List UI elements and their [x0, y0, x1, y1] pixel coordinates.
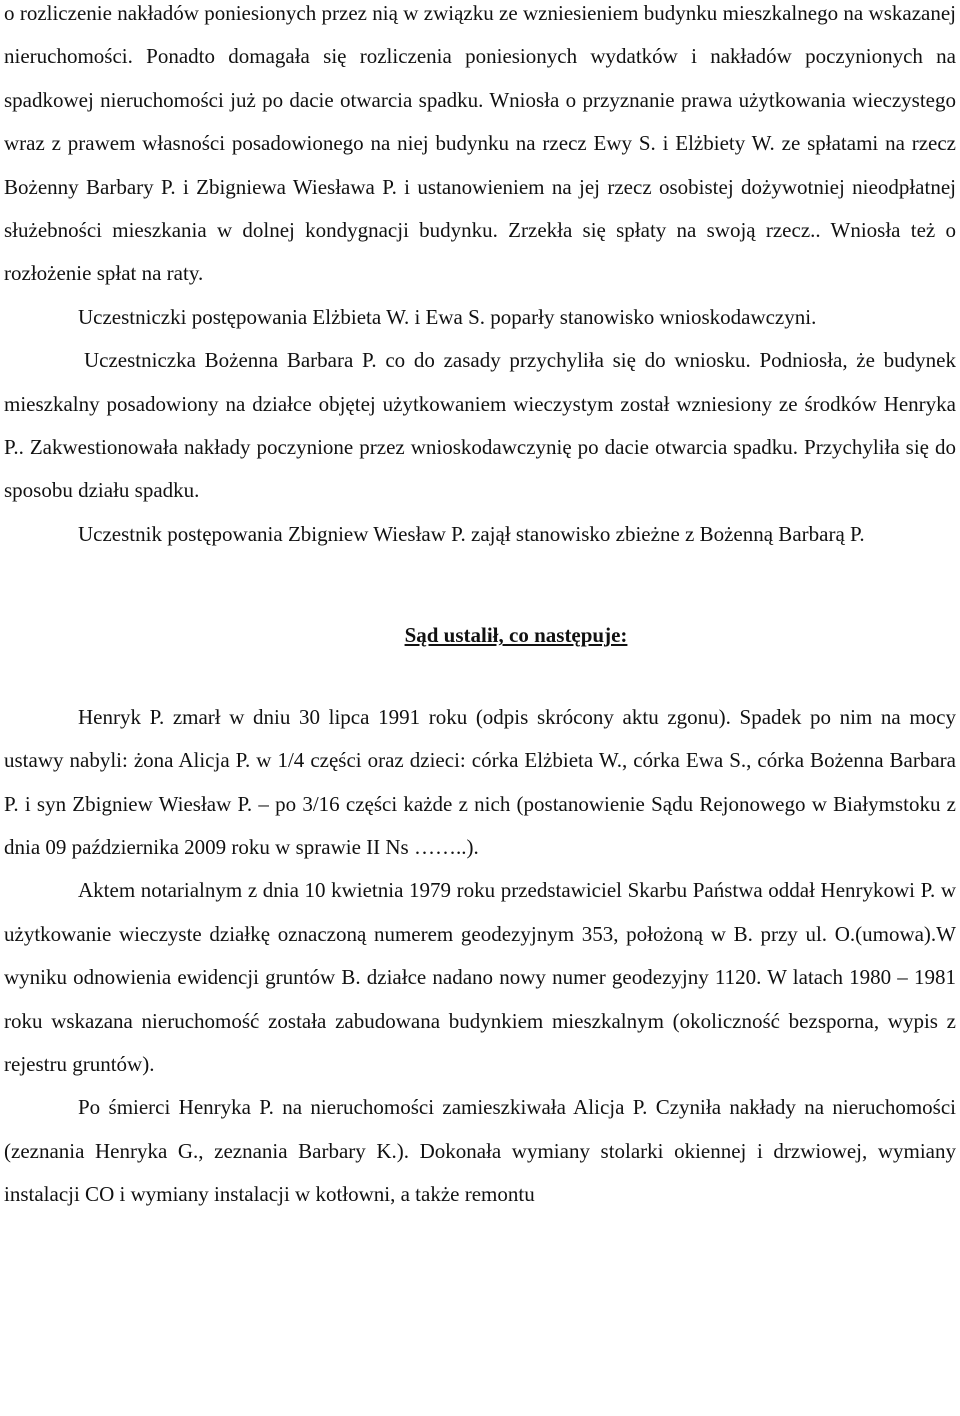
document-page	[4, 0, 956, 1217]
paragraph-notarial-act: Aktem notarialnym z dnia 10 kwietnia 1979 roku przedstawiciel Skarbu Państwa oddał Henrykowi P. w użytkowanie wieczyste działkę oznaczoną numerem geodezyjnym 353, położoną w B. przy ul. O.(umowa).W wyniku odnowienia ewidencji gruntów B. działce nadano nowy numer geodezyjny 1120. W latach 1980 – 1981 roku wskazana nieruchomość została zabudowana budynkiem mieszkalnym (okoliczność bezsporna, wypis z rejestru gruntów).	[4, 878, 956, 1076]
paragraph-inheritance: Henryk P. zmarł w dniu 30 lipca 1991 roku (odpis skrócony aktu zgonu). Spadek po nim na mocy ustawy nabyli: żona Alicja P. w 1/4 części oraz dzieci: córka Elżbieta W., córka Ewa S., córka Bożenna Barbara P. i syn Zbigniew Wiesław P. – po 3/16 części każde z nich (postanowienie Sądu Rejonowego w Białymstoku z dnia 09 października 2009 roku w sprawie II Ns ……..).	[4, 704, 956, 859]
paragraph-bozenna-position: Uczestniczka Bożenna Barbara P. co do zasady przychyliła się do wniosku. Podniosła, że budynek mieszkalny posadowiony na działce objętej użytkowaniem wieczystym został wzniesiony ze środków Henryka P.. Zakwestionowała nakłady poczynione przez wnioskodawczynię po dacie otwarcia spadku. Przychyliła się do sposobu działu spadku.	[4, 348, 956, 503]
paragraph-claims: o rozliczenie nakładów poniesionych przez nią w związku ze wzniesieniem budynku mieszkalnego na wskazanej nieruchomości. Ponadto domagała się rozliczenia poniesionych wydatków i nakładów poczynionych na spadkowej nieruchomości już po dacie otwarcia spadku. Wniosła o przyznanie prawa użytkowania wieczystego wraz z prawem własności posadowionego na niej budynku na rzecz Ewy S. i Elżbiety W. ze spłatami na rzecz Bożenny Barbary P. i Zbigniewa Wiesława P. i ustanowieniem na jej rzecz osobistej dożywotniej nieodpłatnej służebności mieszkania w dolnej kondygnacji budynku. Zrzekła się spłaty na swoją rzecz.. Wniosła też o rozłożenie spłat na raty.	[4, 1, 956, 286]
section-heading: Sąd ustalił, co następuje:	[404, 623, 628, 648]
paragraph-elzbieta-ewa-position: Uczestniczki postępowania Elżbieta W. i Ewa S. poparły stanowisko wnioskodawczyni.	[78, 304, 817, 329]
paragraph-zbigniew-position: Uczestnik postępowania Zbigniew Wiesław P. zajął stanowisko zbieżne z Bożenną Barbarą P.	[78, 521, 865, 546]
paragraph-outlays: Po śmierci Henryka P. na nieruchomości zamieszkiwała Alicja P. Czyniła nakłady na nieruchomości (zeznania Henryka G., zeznania Barbary K.). Dokonała wymiany stolarki okiennej i drzwiowej, wymiany instalacji CO i wymiany instalacji w kotłowni, a także remontu	[4, 1095, 956, 1207]
